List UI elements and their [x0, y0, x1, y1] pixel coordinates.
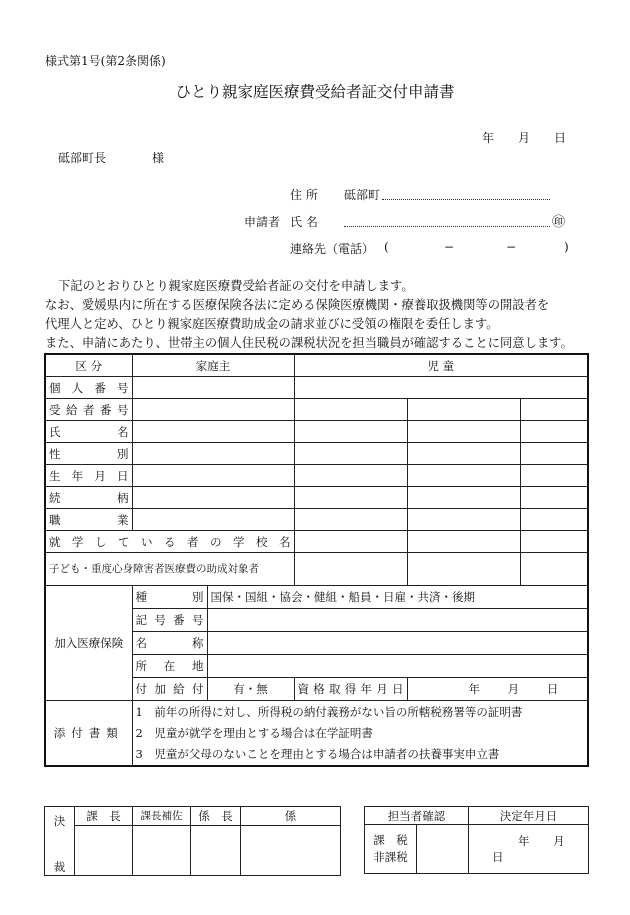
body-paragraph-4: また、申請にあたり、世帯主の個人住民税の課税状況を担当職員が確認することに同意します。: [45, 336, 573, 350]
cell-child3-relationship[interactable]: [520, 487, 588, 509]
contact-close-paren: ): [564, 240, 569, 254]
date-year: 年: [482, 131, 495, 145]
body-paragraph-2: なお、愛媛県内に所在する医療保険各法に定める保険医療機関・療養取扱機関等の開設者を: [45, 298, 550, 312]
addressee-name: 砥部町長: [58, 151, 107, 165]
cell-child1-school[interactable]: [294, 531, 407, 553]
header-category: 区 分: [45, 354, 132, 377]
cell-head-sex[interactable]: [132, 443, 294, 465]
cell-child2-relationship[interactable]: [407, 487, 520, 509]
addressee-honorific: 様: [152, 151, 165, 165]
staff-header: 係: [241, 807, 341, 826]
cell-head-recipient-number[interactable]: [132, 399, 294, 421]
form-number: 様式第1号(第2条関係): [45, 54, 166, 68]
insurance-additional-benefit-label: 付加給付: [132, 678, 207, 701]
qual-month: 月: [507, 682, 520, 696]
cell-head-relationship[interactable]: [132, 487, 294, 509]
cell-child3-school[interactable]: [520, 531, 588, 553]
cell-child1-recipient-number[interactable]: [294, 399, 407, 421]
body-paragraph-1: 下記のとおりひとり親家庭医療費受給者証の交付を申請します。: [58, 279, 414, 293]
cell-child1-sex[interactable]: [294, 443, 407, 465]
cell-child2-school[interactable]: [407, 531, 520, 553]
application-table: [44, 353, 589, 767]
table-row: [45, 509, 588, 531]
insurance-additional-benefit-options[interactable]: 有・無: [207, 678, 294, 701]
confirmation-table: [364, 806, 589, 874]
subsection-chief-stamp[interactable]: [191, 825, 241, 875]
table-row: [45, 553, 588, 586]
cell-child1-occupation[interactable]: [294, 509, 407, 531]
body-paragraph-3: 代理人と定め、ひとり親家庭医療費助成金の請求並びに受領の権限を委任します。: [45, 317, 499, 331]
header-head-of-household: 家庭主: [132, 354, 294, 377]
contact-label: 連絡先（電話）: [290, 242, 375, 256]
table-row: [45, 487, 588, 509]
subsection-chief-header: 係 長: [191, 807, 241, 826]
cell-child2-recipient-number[interactable]: [407, 399, 520, 421]
cell-child3-sex[interactable]: [520, 443, 588, 465]
attachment-item-2: 2 児童が就学を理由とする場合は在学証明書: [132, 722, 588, 743]
row-label-relationship: 続柄: [45, 487, 132, 509]
cell-child1-name[interactable]: [294, 421, 407, 443]
decision-day: 日: [492, 850, 504, 864]
tax-status[interactable]: [365, 825, 417, 874]
insurance-symbol-field[interactable]: [207, 609, 588, 632]
row-label-occupation: 職業: [45, 509, 132, 531]
table-row: [45, 586, 588, 609]
row-label-school-name: 就学している者の学校名: [45, 531, 294, 553]
name-field-line[interactable]: [344, 226, 550, 227]
contact-open-paren: (: [384, 240, 389, 254]
cell-child3-occupation[interactable]: [520, 509, 588, 531]
cell-head-name[interactable]: [132, 421, 294, 443]
qualification-date-field[interactable]: [407, 678, 588, 701]
row-label-recipient-number: 受給者番号: [45, 399, 132, 421]
insurance-location-field[interactable]: [207, 655, 588, 678]
contact-dash-2: −: [506, 240, 517, 254]
staff-check-header: 担当者確認: [365, 807, 469, 825]
cell-child-personal-number[interactable]: [294, 377, 588, 399]
insurance-type-options[interactable]: 国保・国組・協会・健組・船員・日雇・共済・後期: [207, 586, 588, 609]
cell-child3-subsidy[interactable]: [520, 553, 588, 586]
insurance-section-label: 加入医療保険: [45, 586, 132, 701]
cell-child1-birthdate[interactable]: [294, 465, 407, 487]
name-label: 氏 名: [290, 215, 318, 229]
cell-child1-subsidy[interactable]: [294, 553, 407, 586]
date-day: 日: [554, 131, 567, 145]
date-month: 月: [518, 131, 531, 145]
row-label-subsidy-target: 子ども・重度心身障害者医療費の助成対象者: [45, 553, 294, 586]
cell-child3-birthdate[interactable]: [520, 465, 588, 487]
address-field-line[interactable]: [382, 199, 550, 200]
attachment-item-3: 3 児童が父母のないことを理由とする場合は申請者の扶養事実申立書: [132, 743, 588, 766]
cell-child2-subsidy[interactable]: [407, 553, 520, 586]
cell-child2-occupation[interactable]: [407, 509, 520, 531]
decision-date-header: 決定年月日: [469, 807, 589, 825]
header-children: 児 童: [294, 354, 588, 377]
section-chief-stamp[interactable]: [75, 825, 133, 875]
cell-child3-recipient-number[interactable]: [520, 399, 588, 421]
decision-date-field[interactable]: [469, 825, 589, 874]
qual-day: 日: [546, 682, 559, 696]
decision-year: 年: [518, 834, 530, 848]
staff-stamp[interactable]: [241, 825, 341, 875]
row-label-birthdate: 生年月日: [45, 465, 132, 487]
table-row: [45, 531, 588, 553]
table-row: [45, 443, 588, 465]
untaxed-label: 非課税: [373, 850, 408, 864]
cell-head-personal-number[interactable]: [132, 377, 294, 399]
decision-top: 決: [53, 814, 66, 828]
decision-month: 月: [553, 834, 565, 848]
decision-label: [45, 807, 75, 876]
insurance-location-label: 所在地: [132, 655, 207, 678]
cell-head-occupation[interactable]: [132, 509, 294, 531]
row-label-sex: 性別: [45, 443, 132, 465]
cell-child2-birthdate[interactable]: [407, 465, 520, 487]
table-row: [45, 465, 588, 487]
table-row: [45, 701, 588, 723]
staff-check-stamp[interactable]: [417, 825, 469, 874]
seal-mark: ㊞: [552, 215, 566, 230]
table-row: [45, 377, 588, 399]
insurance-name-field[interactable]: [207, 632, 588, 655]
attachments-label: 添付書類: [45, 701, 132, 767]
cell-child2-name[interactable]: [407, 421, 520, 443]
address-label: 住 所: [290, 188, 318, 202]
applicant-label: 申請者: [244, 215, 281, 229]
insurance-type-label: 種別: [132, 586, 207, 609]
taxed-label: 課 税: [373, 833, 408, 847]
address-town: 砥部町: [344, 188, 381, 202]
assistant-chief-stamp[interactable]: [133, 825, 191, 875]
row-label-name: 氏名: [45, 421, 132, 443]
insurance-name-label: 名称: [132, 632, 207, 655]
approval-table: [44, 806, 341, 876]
section-chief-header: 課 長: [75, 807, 133, 826]
insurance-symbol-label: 記号番号: [132, 609, 207, 632]
qual-year: 年: [468, 682, 480, 696]
page-title: ひとり親家庭医療費受給者証交付申請書: [175, 83, 455, 101]
cell-child1-relationship[interactable]: [294, 487, 407, 509]
row-label-personal-number: 個人番号: [45, 377, 132, 399]
contact-dash-1: −: [444, 240, 455, 254]
cell-child3-name[interactable]: [520, 421, 588, 443]
table-row: [45, 399, 588, 421]
attachment-item-1: 1 前年の所得に対し、所得税の納付義務がない旨の所轄税務署等の証明書: [132, 701, 588, 723]
assistant-chief-header: 課長補佐: [133, 807, 191, 826]
qualification-date-label: 資格取得年月日: [294, 678, 407, 701]
cell-child2-sex[interactable]: [407, 443, 520, 465]
table-row: [45, 421, 588, 443]
cell-head-birthdate[interactable]: [132, 465, 294, 487]
decision-bottom: 裁: [53, 860, 66, 874]
